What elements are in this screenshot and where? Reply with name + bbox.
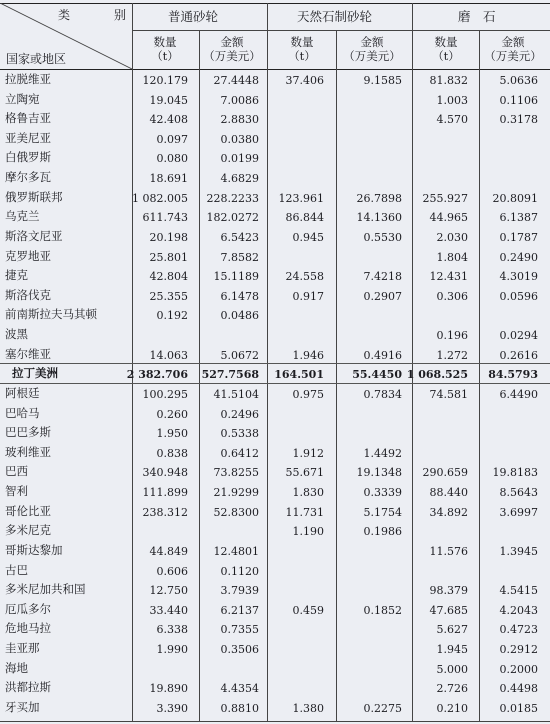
quantity-cell: 1.190 (292, 525, 324, 539)
quantity-cell: 0.459 (292, 603, 324, 617)
amount-cell: 0.5530 (363, 230, 402, 244)
category-header-label: 类 别 (58, 8, 143, 22)
quantity-cell: 0.945 (292, 230, 324, 244)
quantity-cell: 98.379 (429, 584, 468, 598)
quantity-cell: 611.743 (142, 211, 188, 225)
amount-cell: 55.4450 (352, 368, 402, 382)
quantity-cell: 42.408 (149, 113, 188, 127)
amount-cell: 0.2907 (363, 289, 402, 303)
amount-cell: 0.8810 (220, 701, 259, 715)
amount-cell: 0.4498 (499, 682, 538, 696)
quantity-cell: 44.849 (149, 544, 188, 558)
amount-cell: 27.4448 (213, 74, 259, 87)
quantity-cell: 0.838 (156, 446, 188, 460)
sub-header-unit: （万美元） (203, 49, 261, 63)
quantity-cell: 11.731 (285, 505, 324, 519)
quantity-cell: 290.659 (422, 466, 468, 480)
amount-cell: 182.0272 (206, 211, 259, 225)
quantity-cell: 120.179 (142, 74, 188, 87)
amount-cell: 19.8183 (492, 466, 538, 480)
quantity-cell: 86.844 (285, 211, 324, 225)
quantity-cell: 42.804 (149, 270, 188, 284)
row-label: 斯洛文尼亚 (5, 228, 63, 243)
sub-header-label: 金额 (360, 35, 384, 49)
quantity-cell: 1.272 (436, 348, 468, 362)
quantity-cell: 0.606 (156, 564, 188, 578)
quantity-cell: 37.406 (285, 74, 324, 87)
quantity-cell: 44.965 (429, 211, 468, 225)
amount-cell: 0.2275 (363, 701, 402, 715)
quantity-cell: 164.501 (274, 368, 324, 382)
row-label: 阿根廷 (5, 385, 40, 400)
amount-cell: 0.7834 (363, 387, 402, 401)
quantity-cell: 4.570 (436, 113, 468, 127)
group-header-natural-stone-wheel: 天然石制砂轮 (297, 9, 373, 24)
amount-cell: 4.5415 (499, 584, 538, 598)
quantity-cell: 1.830 (292, 486, 324, 500)
quantity-cell: 1 068.525 (406, 368, 468, 382)
amount-cell: 20.8091 (492, 191, 538, 205)
sub-header-amount (197, 35, 267, 63)
quantity-cell: 81.832 (429, 74, 468, 87)
row-label: 哥伦比亚 (5, 503, 51, 518)
amount-cell: 0.0185 (499, 701, 538, 715)
summary-row-rule (0, 363, 550, 364)
quantity-cell: 0.097 (156, 132, 188, 146)
quantity-cell: 1 082.005 (132, 191, 188, 205)
quantity-cell: 255.927 (422, 191, 468, 205)
amount-cell: 41.5104 (213, 387, 259, 401)
amount-cell: 0.0199 (220, 152, 259, 166)
amount-cell: 0.3178 (499, 113, 538, 127)
quantity-cell: 0.196 (436, 329, 468, 343)
row-label: 古巴 (5, 562, 28, 577)
amount-cell: 0.5338 (220, 427, 259, 441)
row-label: 巴巴多斯 (5, 425, 51, 440)
row-label: 塞尔维亚 (5, 346, 51, 361)
quantity-cell: 3.390 (156, 701, 188, 715)
quantity-cell: 12.431 (429, 270, 468, 284)
row-label: 多米尼加共和国 (5, 582, 86, 597)
amount-cell: 6.4490 (499, 387, 538, 401)
amount-cell: 4.6829 (220, 172, 259, 186)
amount-cell: 0.3506 (220, 642, 259, 656)
row-label: 危地马拉 (5, 621, 51, 636)
row-label: 白俄罗斯 (5, 150, 51, 165)
row-label: 厄瓜多尔 (5, 601, 51, 616)
quantity-cell: 12.750 (149, 584, 188, 598)
row-label: 俄罗斯联邦 (5, 189, 63, 204)
quantity-cell: 1.003 (436, 93, 468, 107)
quantity-cell: 0.260 (156, 407, 188, 421)
quantity-cell: 1.804 (436, 250, 468, 264)
quantity-cell: 20.198 (149, 230, 188, 244)
group-header-ordinary-wheel: 普通砂轮 (168, 9, 219, 24)
amount-cell: 26.7898 (356, 191, 402, 205)
amount-cell: 8.5643 (499, 486, 538, 500)
amount-cell: 1.4492 (363, 446, 402, 460)
row-label: 摩尔多瓦 (5, 170, 51, 185)
amount-cell: 7.4218 (363, 270, 402, 284)
amount-cell: 7.0086 (220, 93, 259, 107)
row-label: 玻利维亚 (5, 444, 51, 459)
amount-cell: 5.0672 (220, 348, 259, 362)
amount-cell: 0.6412 (220, 446, 259, 460)
quantity-cell: 123.961 (278, 191, 324, 205)
amount-cell: 0.0486 (220, 309, 259, 323)
quantity-cell: 25.801 (149, 250, 188, 264)
row-label: 牙买加 (5, 699, 40, 714)
row-label: 拉丁美洲 (12, 366, 58, 381)
summary-row-rule (0, 383, 550, 384)
amount-cell: 4.4354 (220, 682, 259, 696)
amount-cell: 84.5793 (488, 368, 538, 382)
group-header-whetstone: 磨 石 (458, 9, 496, 24)
quantity-cell: 1.380 (292, 701, 324, 715)
quantity-cell: 0.975 (292, 387, 324, 401)
row-label: 洪都拉斯 (5, 680, 51, 695)
amount-cell: 0.1120 (220, 564, 259, 578)
header-bottom-rule (0, 69, 550, 70)
quantity-cell: 1.946 (292, 348, 324, 362)
amount-cell: 0.1852 (363, 603, 402, 617)
quantity-cell: 0.210 (436, 701, 468, 715)
amount-cell: 4.2043 (499, 603, 538, 617)
row-label: 捷克 (5, 268, 28, 283)
row-label: 波黑 (5, 327, 28, 342)
amount-cell: 5.0636 (499, 74, 538, 87)
amount-cell: 3.7939 (220, 584, 259, 598)
sub-header-label: 数量 (153, 35, 177, 49)
quantity-cell: 18.691 (149, 172, 188, 186)
amount-cell: 0.0380 (220, 132, 259, 146)
quantity-cell: 24.558 (285, 270, 324, 284)
amount-cell: 73.8255 (213, 466, 259, 480)
amount-cell: 0.4916 (363, 348, 402, 362)
sub-header-amount (478, 35, 548, 63)
sub-header-label: 数量 (290, 35, 314, 49)
amount-cell: 0.2616 (499, 348, 538, 362)
row-label: 乌克兰 (5, 209, 40, 224)
amount-cell: 0.0596 (499, 289, 538, 303)
amount-cell: 3.6997 (499, 505, 538, 519)
quantity-cell: 0.192 (156, 309, 188, 323)
quantity-cell: 47.685 (429, 603, 468, 617)
row-label: 巴哈马 (5, 405, 40, 420)
quantity-cell: 6.338 (156, 623, 188, 637)
sub-header-label: 金额 (220, 35, 244, 49)
amount-cell: 6.2137 (220, 603, 259, 617)
quantity-cell: 100.295 (142, 387, 188, 401)
sub-header-label: 金额 (501, 35, 525, 49)
amount-cell: 9.1585 (363, 74, 402, 87)
row-label: 前南斯拉夫马其顿 (5, 307, 97, 322)
quantity-cell: 340.948 (142, 466, 188, 480)
quantity-cell: 19.890 (149, 682, 188, 696)
amount-cell: 0.1986 (363, 525, 402, 539)
amount-cell: 5.1754 (363, 505, 402, 519)
sub-header-amount (337, 35, 407, 63)
row-label: 圭亚那 (5, 640, 40, 655)
amount-cell: 12.4801 (213, 544, 259, 558)
quantity-cell: 0.080 (156, 152, 188, 166)
sub-header-quantity (130, 35, 200, 63)
amount-cell: 0.2496 (220, 407, 259, 421)
quantity-cell: 2 382.706 (126, 368, 188, 382)
quantity-cell: 5.000 (436, 662, 468, 676)
quantity-cell: 33.440 (149, 603, 188, 617)
row-label: 斯洛伐克 (5, 287, 51, 302)
quantity-cell: 19.045 (149, 93, 188, 107)
quantity-cell: 1.990 (156, 642, 188, 656)
amount-cell: 527.7568 (201, 368, 259, 382)
amount-cell: 0.2490 (499, 250, 538, 264)
row-label: 格鲁吉亚 (5, 111, 51, 126)
amount-cell: 228.2233 (206, 191, 259, 205)
table-bottom-rule (0, 721, 550, 722)
group-header-underline (132, 30, 550, 31)
sub-header-quantity (267, 35, 337, 63)
row-label: 智利 (5, 484, 28, 499)
quantity-cell: 14.063 (149, 348, 188, 362)
quantity-cell: 2.726 (436, 682, 468, 696)
amount-cell: 19.1348 (356, 466, 402, 480)
amount-cell: 2.8830 (220, 113, 259, 127)
quantity-cell: 1.912 (292, 446, 324, 460)
quantity-cell: 11.576 (429, 544, 468, 558)
amount-cell: 6.1387 (499, 211, 538, 225)
quantity-cell: 88.440 (429, 486, 468, 500)
row-label: 立陶宛 (5, 91, 40, 106)
row-label: 巴西 (5, 464, 28, 479)
row-label: 多米尼克 (5, 523, 51, 538)
amount-cell: 0.1106 (499, 93, 538, 107)
amount-cell: 0.2912 (499, 642, 538, 656)
amount-cell: 4.3019 (499, 270, 538, 284)
sub-header-unit: （t） (288, 49, 316, 63)
quantity-cell: 238.312 (142, 505, 188, 519)
amount-cell: 6.1478 (220, 289, 259, 303)
amount-cell: 1.3945 (499, 544, 538, 558)
amount-cell: 0.4723 (499, 623, 538, 637)
quantity-cell: 25.355 (149, 289, 188, 303)
row-label: 拉脱维亚 (5, 72, 51, 86)
row-label: 海地 (5, 660, 28, 675)
quantity-cell: 55.671 (285, 466, 324, 480)
country-header-label: 国家或地区 (6, 52, 67, 66)
amount-cell: 14.1360 (356, 211, 402, 225)
sub-header-unit: （t） (151, 49, 179, 63)
amount-cell: 0.3339 (363, 486, 402, 500)
quantity-cell: 74.581 (429, 387, 468, 401)
amount-cell: 0.1787 (499, 230, 538, 244)
row-label: 克罗地亚 (5, 248, 51, 263)
quantity-cell: 1.945 (436, 642, 468, 656)
quantity-cell: 34.892 (429, 505, 468, 519)
quantity-cell: 5.627 (436, 623, 468, 637)
amount-cell: 7.8582 (220, 250, 259, 264)
quantity-cell: 1.950 (156, 427, 188, 441)
sub-header-unit: （万美元） (484, 49, 542, 63)
amount-cell: 21.9299 (213, 486, 259, 500)
sub-header-unit: （万美元） (343, 49, 401, 63)
quantity-cell: 0.917 (292, 289, 324, 303)
row-label: 哥斯达黎加 (5, 542, 63, 557)
amount-cell: 0.0294 (499, 329, 538, 343)
row-label: 亚美尼亚 (5, 130, 51, 145)
amount-cell: 6.5423 (220, 230, 259, 244)
quantity-cell: 0.306 (436, 289, 468, 303)
quantity-cell: 2.030 (436, 230, 468, 244)
amount-cell: 15.1189 (213, 270, 259, 284)
sub-header-quantity (411, 35, 481, 63)
sub-header-label: 数量 (434, 35, 458, 49)
amount-cell: 52.8300 (213, 505, 259, 519)
amount-cell: 0.2000 (499, 662, 538, 676)
sub-header-unit: （t） (432, 49, 460, 63)
amount-cell: 0.7355 (220, 623, 259, 637)
quantity-cell: 111.899 (142, 486, 188, 500)
